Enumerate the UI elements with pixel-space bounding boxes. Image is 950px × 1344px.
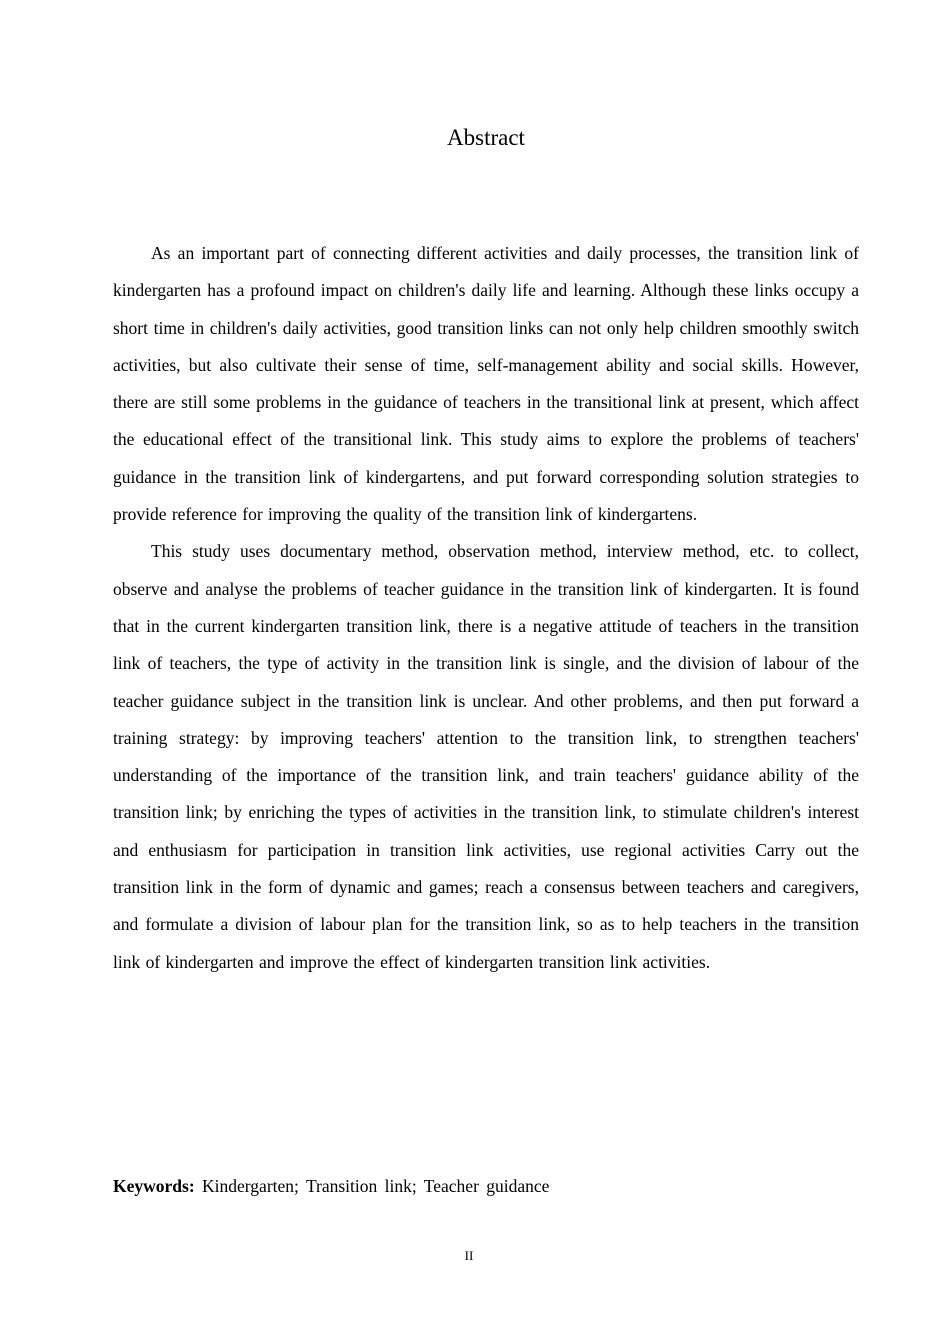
- abstract-paragraph-2: This study uses documentary method, observation method, interview method, etc. to collect, observe and analyse the problems of teacher guidance in the transition link of kindergarten. It is found that in the current kindergarten transition link, there is a negative attitude of teachers in the transition link of teachers, the type of activity in the transition link is single, and the division of labour of the teacher guidance subject in the transition link is unclear. And other problems, and then put forward a training strategy: by improving teachers' attention to the transition link, to strengthen teachers' understanding of the importance of the transition link, and train teachers' guidance ability of the transition link; by enriching the types of activities in the transition link, to stimulate children's interest and enthusiasm for participation in transition link activities, use regional activities Carry out the transition link in the form of dynamic and games; reach a consensus between teachers and caregivers, and formulate a division of labour plan for the transition link, so as to help teachers in the transition link of kindergarten and improve the effect of kindergarten transition link activities.: [113, 541, 859, 972]
- abstract-paragraph-1: As an important part of connecting different activities and daily processes, the transition link of kindergarten has a profound impact on children's daily life and learning. Although these links occupy a short time in children's daily activities, good transition links can not only help children smoothly switch activities, but also cultivate their sense of time, self-management ability and social skills. However, there are still some problems in the guidance of teachers in the transitional link at present, which affect the educational effect of the transitional link. This study aims to explore the problems of teachers' guidance in the transition link of kindergartens, and put forward corresponding solution strategies to provide reference for improving the quality of the transition link of kindergartens.: [113, 243, 859, 525]
- abstract-body: [113, 235, 859, 981]
- keywords-line: [113, 1168, 549, 1204]
- page-number: II: [464, 1248, 474, 1263]
- keywords-text: Kindergarten; Transition link; Teacher guidance: [202, 1176, 550, 1196]
- page-title: Abstract: [447, 125, 525, 150]
- keywords-label: Keywords:: [113, 1176, 195, 1196]
